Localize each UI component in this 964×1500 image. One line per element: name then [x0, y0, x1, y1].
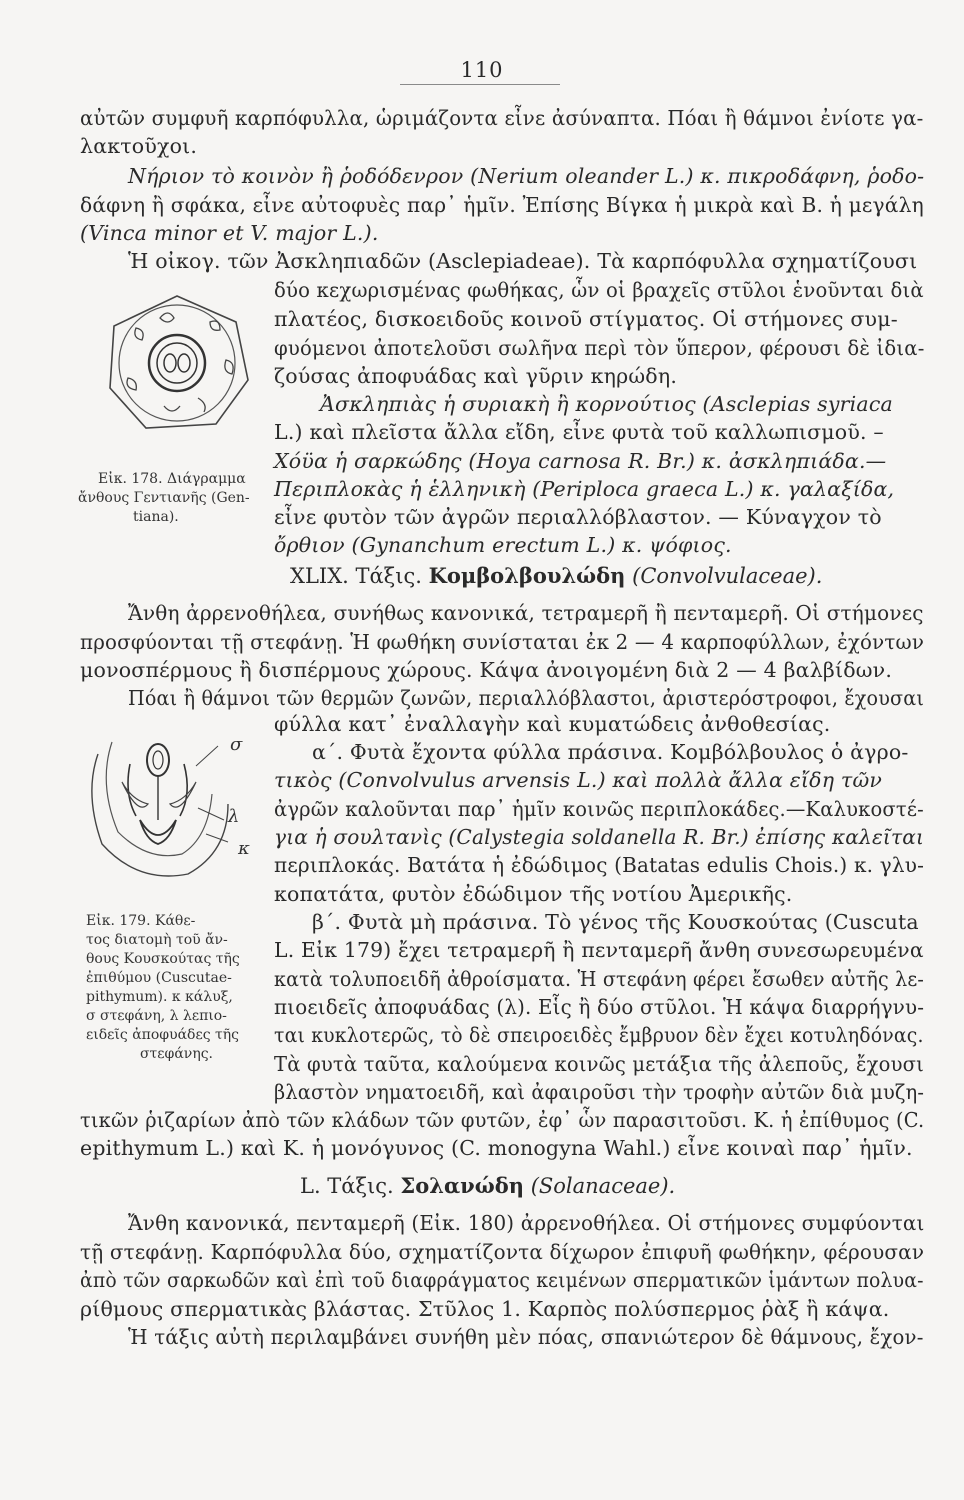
text-line: κατὰ τολυποειδῆ ἀθροίσματα. Ἡ στεφάνη φέρει ἔσωθεν αὐτῆς λε- — [274, 967, 925, 991]
figure-label-sigma: σ — [230, 734, 243, 755]
text-line: (Vinca minor et V. major L.). — [80, 221, 379, 245]
text-line: τικῶν ῥιζαρίων ἀπὸ τῶν κλάδων τῶν φυτῶν, ἐφ᾽ ὧν παρασιτοῦσι. Κ. ἡ ἐπίθυμος (C. — [80, 1108, 925, 1132]
text-line: ζούσας ἀποφυάδας καὶ γῦριν κηρώδη. — [274, 364, 678, 388]
text-line: Χόϋα ἡ σαρκώδης (Hoya carnosa R. Br.) κ. ἀσκληπιάδα.— — [274, 449, 887, 473]
section-name: Κομβολβουλώδη — [428, 563, 626, 588]
section-name: Σολανώδη — [400, 1173, 525, 1198]
text-line: προσφύονται τῇ στεφάνῃ. Ἡ φωθήκη συνίσταται ἐκ 2 — 4 καρποφύλλων, ἐχόντων — [80, 630, 925, 654]
text-line: ἀγρῶν καλοῦνται παρ᾽ ἡμῖν κοινῶς περιπλοκάδες.—Καλυκοστέ- — [274, 797, 924, 821]
text-line: πλατέος, δισκοειδοῦς κοινοῦ στίγματος. Οἱ στήμονες συμ- — [274, 307, 898, 331]
cuscuta-section-figure — [78, 724, 248, 894]
text-line: τικὸς (Convolvulus arvensis L.) καὶ πολλὰ ἄλλα εἴδη τῶν — [274, 768, 883, 792]
text-line: Ἡ τάξις αὐτὴ περιλαμβάνει συνήθη μὲν πόας, σπανιώτερον δὲ θάμνους, ἔχον- — [128, 1325, 924, 1349]
text-line: α΄. Φυτὰ ἔχοντα φύλλα πράσινα. Κομβόλβουλος ὁ ἀγρο- — [312, 740, 909, 764]
header-rule — [400, 84, 560, 85]
section-numeral: XLIX. Τάξις. — [290, 564, 422, 588]
text-line: φυόμενοι ἀποτελοῦσι σωλῆνα περὶ τὸν ὕπερον, φέρουσι δὲ ἰδια- — [274, 336, 925, 360]
text-line: βλαστὸν νηματοειδῆ, καὶ ἀφαιροῦσι τὴν τροφὴν αὐτῶν διὰ μυζη- — [274, 1080, 925, 1104]
text-line: Περιπλοκὰς ἡ ἑλληνικὴ (Periploca graeca L.) κ. γαλαξίδα, — [274, 477, 895, 501]
text-line: ὄρθιον (Gynanchum erectum L.) κ. ψόφιος. — [274, 533, 732, 557]
figure-caption-line: ἄνθους Γεντιανῆς (Gen- — [78, 490, 250, 506]
text-line: κοπατάτα, φυτὸν ἐδώδιμον τῆς νοτίου Ἀμερικῆς. — [274, 882, 793, 906]
figure-caption-line: tiana). — [133, 509, 179, 525]
text-line: L. Εἰκ 179) ἔχει τετραμερῆ ἢ πενταμερῆ ἄνθη συνεσωρευμένα — [274, 938, 924, 962]
figure-caption-line: στεφάνης. — [140, 1046, 214, 1062]
text-line: Ἄνθη ἀρρενοθήλεα, συνήθως κανονικά, τετραμερῆ ἢ πενταμερῆ. Οἱ στήμονες — [128, 601, 924, 625]
figure-label-lambda: λ — [228, 806, 240, 827]
text-line: ται κυκλοτερῶς, τὸ δὲ σπειροειδὲς ἔμβρυον δὲν ἔχει κοτυληδόνας. — [274, 1023, 924, 1047]
text-line: αὐτῶν συμφυῆ καρπόφυλλα, ὡριμάζοντα εἶνε ἀσύναπτα. Πόαι ἢ θάμνοι ἐνίοτε γα- — [80, 106, 924, 130]
text-line: λακτοῦχοι. — [80, 134, 198, 158]
text-line: περιπλοκάς. Βατάτα ἡ ἐδώδιμος (Batatas edulis Chois.) κ. γλυ- — [274, 853, 925, 877]
text-line: Πόαι ἢ θάμνοι τῶν θερμῶν ζωνῶν, περιαλλόβλαστοι, ἀριστερόστροφοι, ἔχουσαι — [128, 686, 925, 710]
text-line: δάφνη ἢ σφάκα, εἶνε αὐτοφυὲς παρ᾽ ἡμῖν. Ἐπίσης Βίγκα ἡ μικρὰ καὶ Β. ἡ μεγάλη — [80, 193, 924, 217]
section-latin-name: (Convolvulaceae). — [632, 564, 823, 588]
figure-caption-line: pithymum). κ κάλυξ, — [86, 989, 233, 1005]
text-line: Τὰ φυτὰ ταῦτα, καλούμενα κοινῶς μετάξια τῆς ἀλεποῦς, ἔχουσι — [274, 1052, 924, 1076]
text-line: εἶνε φυτὸν τῶν ἀγρῶν περιαλλόβλαστον. — Κύναγχον τὸ — [274, 505, 882, 529]
section-latin-name: (Solanaceae). — [530, 1174, 676, 1198]
text-line: για ἡ σουλτανὶς (Calystegia soldanella R. Br.) ἐπίσης καλεῖται — [274, 825, 925, 849]
gentiana-diagram-figure — [98, 288, 256, 438]
text-line: Ἄνθη κανονικά, πενταμερῆ (Εἰκ. 180) ἀρρενοθήλεα. Οἱ στήμονες συμφύονται — [128, 1211, 925, 1235]
text-line: μονοσπέρμους ἢ δισπέρμους χώρους. Κάψα ἀνοιγομένη διὰ 2 — 4 βαλβίδων. — [80, 658, 893, 682]
figure-caption-line: Εἰκ. 178. Διάγραμμα — [98, 471, 246, 487]
figure-caption-line: ειδεῖς ἀποφυάδες τῆς — [86, 1027, 240, 1043]
figure-caption-line: τος διατομὴ τοῦ ἄν- — [86, 932, 228, 948]
text-line: δύο κεχωρισμένας φωθήκας, ὧν οἱ βραχεῖς στῦλοι ἑνοῦνται διὰ — [274, 278, 924, 302]
text-line: ἀπὸ τῶν σαρκωδῶν καὶ ἐπὶ τοῦ διαφράγματος κειμένων σπερματικῶν ἱμάντων πολυα- — [80, 1268, 924, 1292]
text-line: ρίθμους σπερματικὰς βλάστας. Στῦλος 1. Καρπὸς πολύσπερμος ῥὰξ ἢ κάψα. — [80, 1297, 890, 1321]
figure-label-kappa: κ — [238, 838, 250, 859]
text-line: φύλλα κατ᾽ ἐναλλαγὴν καὶ κυματώδεις ἀνθοθεσίας. — [274, 712, 831, 736]
section-heading — [300, 1172, 675, 1200]
text-line: Ἡ οἰκογ. τῶν Ἀσκληπιαδῶν (Asclepiadeae). Τὰ καρπόφυλλα σχηματίζουσι — [128, 249, 918, 273]
text-line: epithymum L.) καὶ Κ. ἡ μονόγυνος (C. monogyna Wahl.) εἶνε κοιναὶ παρ᾽ ἡμῖν. — [80, 1136, 913, 1160]
text-line: πιοειδεῖς ἀποφυάδας (λ). Εἷς ἢ δύο στῦλοι. Ἡ κάψα διαρρήγνυ- — [274, 995, 925, 1019]
text-line: τῇ στεφάνῃ. Καρπόφυλλα δύο, σχηματίζοντα δίχωρον ἐπιφυῆ φωθήκην, φέρουσαν — [80, 1240, 925, 1264]
text-line: L.) καὶ πλεῖστα ἄλλα εἴδη, εἶνε φυτὰ τοῦ καλλωπισμοῦ. – — [274, 420, 884, 444]
text-line: Νήριον τὸ κοινὸν ἢ ῥοδόδενρον (Nerium oleander L.) κ. πικροδάφνη, ῥοδο- — [128, 164, 925, 188]
section-heading — [290, 562, 822, 590]
figure-caption-line: ἐπιθύμου (Cuscutae- — [86, 970, 232, 986]
page-number: 110 — [460, 58, 504, 82]
figure-caption-line: Εἰκ. 179. Κάθε- — [86, 913, 196, 929]
figure-caption-line: σ στεφάνη, λ λεπιο- — [86, 1008, 227, 1024]
text-line: Ἀσκληπιὰς ἡ συριακὴ ἢ κορνούτιος (Asclepias syriaca — [320, 392, 893, 416]
figure-caption-line: θους Κουσκούτας τῆς — [86, 951, 240, 967]
section-numeral: L. Τάξις. — [300, 1174, 394, 1198]
text-line: β΄. Φυτὰ μὴ πράσινα. Τὸ γένος τῆς Κουσκούτας (Cuscuta — [312, 910, 919, 934]
